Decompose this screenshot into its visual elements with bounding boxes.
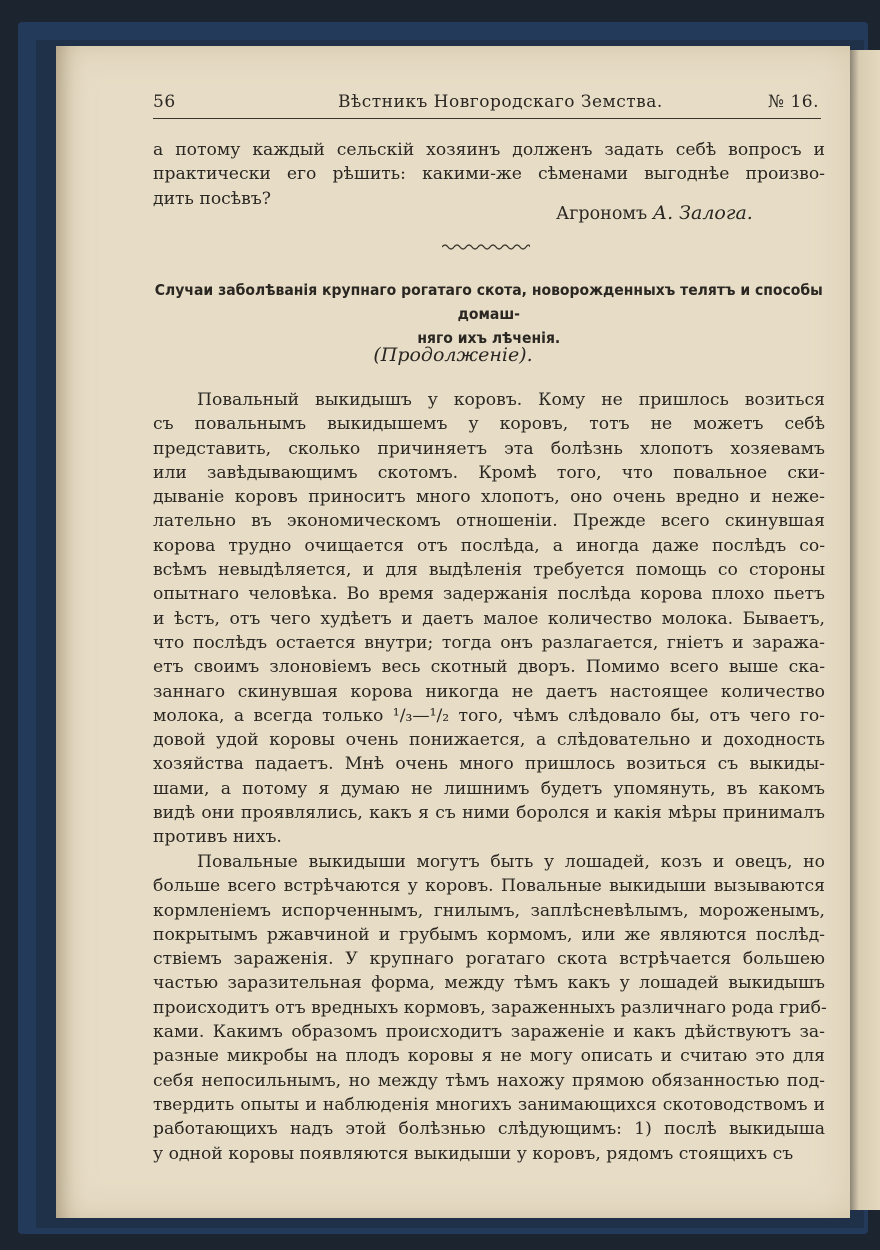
text-line: практически его рѣшить: какими-же сѣменами выгоднѣе произво- [153, 164, 825, 185]
text-line: всѣмъ невыдѣляется, и для выдѣленія требуется помощь со стороны [153, 560, 825, 581]
text-line: или завѣдывающимъ скотомъ. Кромѣ того, что повальное ски- [153, 462, 825, 483]
text-line: твердить опыты и наблюденія многихъ занимающихся скотоводствомъ и [153, 1094, 825, 1115]
article-title [153, 278, 825, 350]
text-line: хозяйства падаетъ. Мнѣ очень много пришлось возиться съ выкиды- [153, 754, 825, 775]
text-line: корова трудно очищается отъ послѣда, а иногда даже послѣдъ со- [153, 535, 825, 556]
text-line: шами, а потому я думаю не лишнимъ будетъ упомянуть, въ какомъ [153, 778, 825, 799]
header-rule [153, 118, 821, 119]
text-line: етъ своимъ злоновіемъ весь скотный дворъ. Помимо всего выше ска- [153, 657, 825, 678]
text-line: представить, сколько причиняетъ эта болѣзнь хлопотъ хозяевамъ [153, 438, 825, 459]
text-line: заннаго скинувшая корова никогда не даетъ настоящее количество [153, 681, 825, 702]
text-line: и ѣстъ, отъ чего худѣетъ и даетъ малое количество молока. Бываетъ, [153, 608, 825, 629]
text-line: работающихъ надъ этой болѣзнью слѣдующимъ: 1) послѣ выкидыша [153, 1119, 825, 1140]
signature [556, 202, 753, 224]
text-line: молока, а всегда только ¹/₃—¹/₂ того, чѣмъ слѣдовало бы, отъ чего го- [153, 705, 825, 726]
text-line: происходитъ отъ вредныхъ кормовъ, зараженныхъ различнаго рода гриб- [153, 997, 827, 1018]
text-line: ками. Какимъ образомъ происходитъ зараженіе и какъ дѣйствуютъ за- [153, 1022, 825, 1043]
text-line: лательно въ экономическомъ отношеніи. Прежде всего скинувшая [153, 511, 825, 532]
page-number: 56 [153, 92, 176, 112]
text-line: а потому каждый сельскій хозяинъ долженъ задать себѣ вопросъ и [153, 140, 825, 160]
text-line: дываніе коровъ приноситъ много хлопотъ, оно очень вредно и неже- [153, 487, 825, 508]
continuation-note: (Продолженіе). [373, 344, 533, 366]
text-line: кормленіемъ испорченнымъ, гнилымъ, заплѣсневѣлымъ, мороженымъ, [153, 900, 825, 921]
signature-role: Агрономъ [556, 204, 648, 224]
text-line: Повальный выкидышъ у коровъ. Кому не пришлось возиться [197, 390, 825, 410]
text-line: частью заразительная форма, между тѣмъ какъ у лошадей выкидышъ [153, 973, 825, 994]
text-line: покрытымъ ржавчиной и грубымъ кормомъ, или же являются послѣд- [153, 924, 825, 945]
paragraph-1 [153, 388, 825, 850]
book-page [56, 46, 850, 1218]
ornamental-divider [442, 242, 530, 252]
article-title-line-2: няго ихъ лѣченія. [417, 329, 561, 347]
text-line: Повальные выкидыши могутъ быть у лошадей, козъ и овецъ, но [197, 852, 825, 872]
signature-name: А. Залога. [652, 202, 753, 224]
next-page-edge [850, 50, 880, 1210]
text-line: больше всего встрѣчаются у коровъ. Повальные выкидыши вызываются [153, 876, 825, 897]
running-header [153, 88, 819, 116]
text-line: себя непосильнымъ, но между тѣмъ нахожу прямою обязанностью под- [153, 1070, 825, 1091]
text-line: противъ нихъ. [153, 827, 282, 848]
article-title-line-1: Случаи заболѣванія крупнаго рогатаго скота, новорожденныхъ телятъ и способы домаш- [154, 281, 823, 323]
text-line: разные микробы на плодъ коровы я не могу описать и считаю это для [153, 1046, 825, 1067]
issue-number: № 16. [767, 92, 819, 112]
text-line: ствіемъ зараженія. У крупнаго рогатаго скота встрѣчается большею [153, 949, 825, 970]
text-line: опытнаго человѣка. Во время задержанія послѣда корова плохо пьетъ [153, 584, 825, 605]
intro-paragraph [153, 138, 825, 211]
text-line: видѣ они проявлялись, какъ я съ ними боролся и какія мѣры принималъ [153, 803, 825, 824]
text-line: довой удой коровы очень понижается, а слѣдовательно и доходность [153, 730, 825, 751]
text-line: съ повальнымъ выкидышемъ у коровъ, тотъ не можетъ себѣ [153, 414, 825, 435]
text-line: дить посѣвъ? [153, 188, 271, 209]
text-line: что послѣдъ остается внутри; тогда онъ разлагается, гніетъ и заража- [153, 632, 825, 653]
text-line: у одной коровы появляются выкидыши у коровъ, рядомъ стоящихъ съ [153, 1143, 794, 1164]
paragraph-2 [153, 850, 825, 1166]
journal-title: Вѣстникъ Новгородскаго Земства. [338, 92, 663, 112]
